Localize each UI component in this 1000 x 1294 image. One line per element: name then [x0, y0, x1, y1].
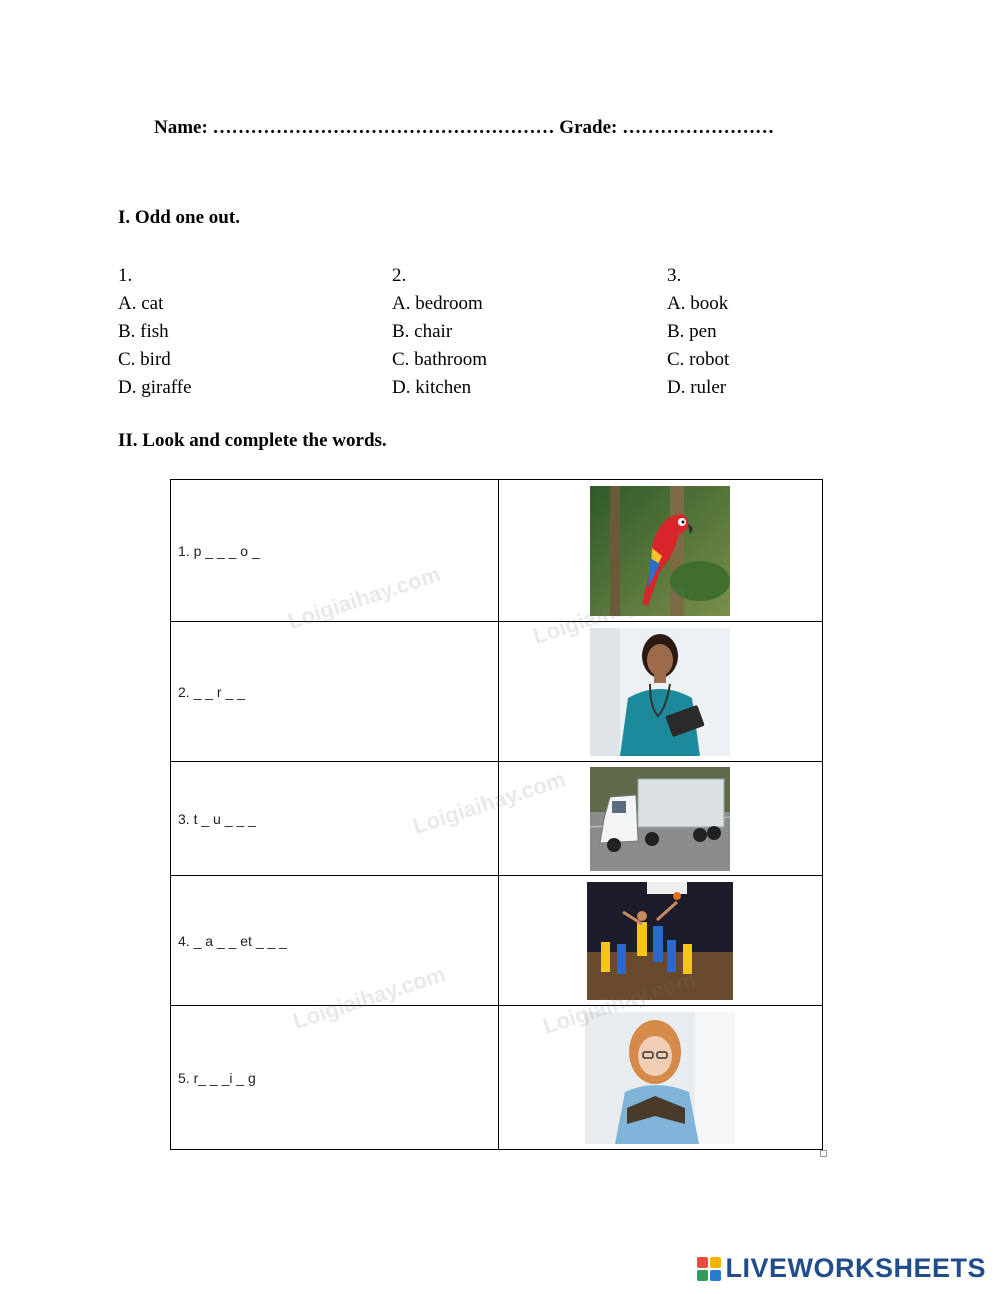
- complete-words-table: [170, 479, 823, 1150]
- table-resize-handle[interactable]: [820, 1150, 827, 1157]
- option-d[interactable]: D. giraffe: [118, 377, 192, 398]
- word-prompt-2[interactable]: 2. _ _ r _ _: [171, 622, 499, 762]
- option-d[interactable]: D. ruler: [667, 377, 727, 398]
- table-row: [171, 876, 823, 1006]
- table-row: [171, 762, 823, 876]
- section-1-title: I. Odd one out.: [118, 207, 240, 228]
- logo-square-icon: [697, 1257, 708, 1268]
- option-b[interactable]: B. chair: [392, 321, 453, 342]
- watermark-text: Loigiaihay.com: [409, 766, 569, 839]
- word-prompt-3[interactable]: 3. t _ u _ _ _: [171, 762, 499, 876]
- logo-mark-icon: [697, 1257, 721, 1281]
- word-prompt-4[interactable]: 4. _ a _ _ et _ _ _: [171, 876, 499, 1006]
- logo-square-icon: [710, 1270, 721, 1281]
- parrot-photo: [590, 486, 730, 616]
- table-row: [171, 622, 823, 762]
- truck-photo: [590, 767, 730, 871]
- word-prompt-1[interactable]: 1. p _ _ _ o _: [171, 480, 499, 622]
- watermark-text: Loigiaihay.com: [289, 961, 449, 1034]
- table-row: [171, 480, 823, 622]
- basketball-photo: [587, 882, 733, 1000]
- option-b[interactable]: B. pen: [667, 321, 717, 342]
- option-a[interactable]: A. cat: [118, 293, 164, 314]
- question-3: [667, 262, 729, 402]
- watermark-text: Loigiaihay.com: [284, 561, 444, 634]
- reading-girl-photo: [585, 1012, 735, 1144]
- option-c[interactable]: C. bird: [118, 349, 171, 370]
- question-number: 3.: [667, 265, 682, 286]
- table-row: [171, 1006, 823, 1150]
- option-d[interactable]: D. kitchen: [392, 377, 472, 398]
- logo-text: LIVEWORKSHEETS: [725, 1253, 986, 1283]
- watermark-text: Loigiaihay.com: [539, 966, 699, 1039]
- name-grade-line[interactable]: Name: ……………………………………………… Grade: ……………………: [154, 117, 775, 138]
- nurse-photo: [590, 628, 730, 756]
- logo-square-icon: [710, 1257, 721, 1268]
- option-a[interactable]: A. book: [667, 293, 729, 314]
- question-number: 2.: [392, 265, 407, 286]
- question-2: [392, 262, 487, 402]
- option-b[interactable]: B. fish: [118, 321, 169, 342]
- question-1: [118, 262, 192, 402]
- option-a[interactable]: A. bedroom: [392, 293, 483, 314]
- liveworksheets-logo[interactable]: [697, 1253, 986, 1284]
- section-2-title: II. Look and complete the words.: [118, 430, 387, 451]
- question-number: 1.: [118, 265, 133, 286]
- option-c[interactable]: C. bathroom: [392, 349, 487, 370]
- word-prompt-5[interactable]: 5. r_ _ _i _ g: [171, 1006, 499, 1150]
- logo-square-icon: [697, 1270, 708, 1281]
- option-c[interactable]: C. robot: [667, 349, 730, 370]
